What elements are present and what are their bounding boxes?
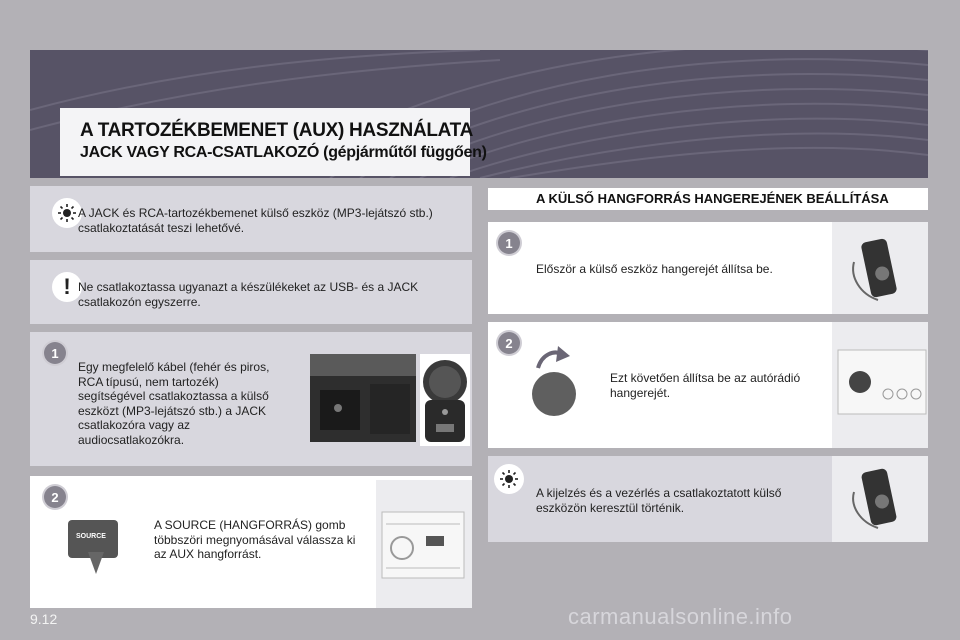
step-badge: 1: [498, 232, 520, 254]
right-section-title: A KÜLSŐ HANGFORRÁS HANGEREJÉNEK BEÁLLÍTÁSA: [536, 191, 889, 206]
left-step1-text: Egy megfelelő kábel (fehér és piros, RCA típusú, nem tartozék) segítségével csatlakoztassa a külső eszközt (MP3-lejátszó stb.) a JACK csatlakozóra vagy az audiocsatlakozókra.: [78, 360, 270, 447]
aux-socket-photo: [420, 354, 470, 446]
step-badge: 2: [44, 486, 66, 508]
mp3-player-image: [832, 456, 928, 542]
right-step1-text: Először a külső eszköz hangerejét állítsa be.: [536, 262, 773, 276]
radio-panel-image: [376, 480, 472, 608]
right-section-title-bar: [488, 188, 928, 210]
right-step1-panel: [488, 222, 928, 314]
right-info-text: A kijelzés és a vezérlés a csatlakoztatott külső eszközön keresztül történik.: [536, 486, 782, 515]
press-arrow-icon: [84, 552, 108, 576]
left-step2-panel: [30, 476, 472, 608]
warning-panel: [30, 260, 472, 324]
jack-socket-photo: [310, 354, 416, 442]
page-number: 9.12: [30, 611, 58, 627]
warning-text: Ne csatlakoztassa ugyanazt a készülékeket az USB- és a JACK csatlakozón egyszerre.: [78, 280, 419, 309]
rotate-arrow-icon: [536, 346, 570, 370]
source-button-label: SOURCE: [76, 533, 106, 540]
right-step2-panel: [488, 322, 928, 448]
radio-volume-image: [832, 322, 928, 448]
info-text: A JACK és RCA-tartozékbemenet külső eszköz (MP3-lejátszó stb.) csatlakoztatását teszi lehetővé.: [78, 206, 433, 235]
page-title: A TARTOZÉKBEMENET (AUX) HASZNÁLATA: [80, 120, 473, 141]
right-step2-text: Ezt követően állítsa be az autórádió hangerejét.: [610, 371, 801, 400]
volume-knob[interactable]: [532, 372, 576, 416]
page-subtitle: JACK VAGY RCA-CSATLAKOZÓ (gépjárműtől függően): [80, 144, 487, 161]
left-step2-text: A SOURCE (HANGFORRÁS) gomb többszöri megnyomásával válassza ki az AUX hangforrást.: [154, 518, 356, 561]
left-step1-panel: [30, 332, 472, 466]
step-badge: 2: [498, 332, 520, 354]
info-tip-icon: [494, 464, 524, 494]
step-badge: 1: [44, 342, 66, 364]
title-box: [60, 108, 487, 176]
watermark: carmanualsonline.info: [568, 604, 793, 629]
right-info-panel: [488, 456, 928, 542]
mp3-player-image: [832, 222, 928, 314]
warning-icon: !: [52, 272, 82, 302]
info-panel: [30, 186, 472, 252]
